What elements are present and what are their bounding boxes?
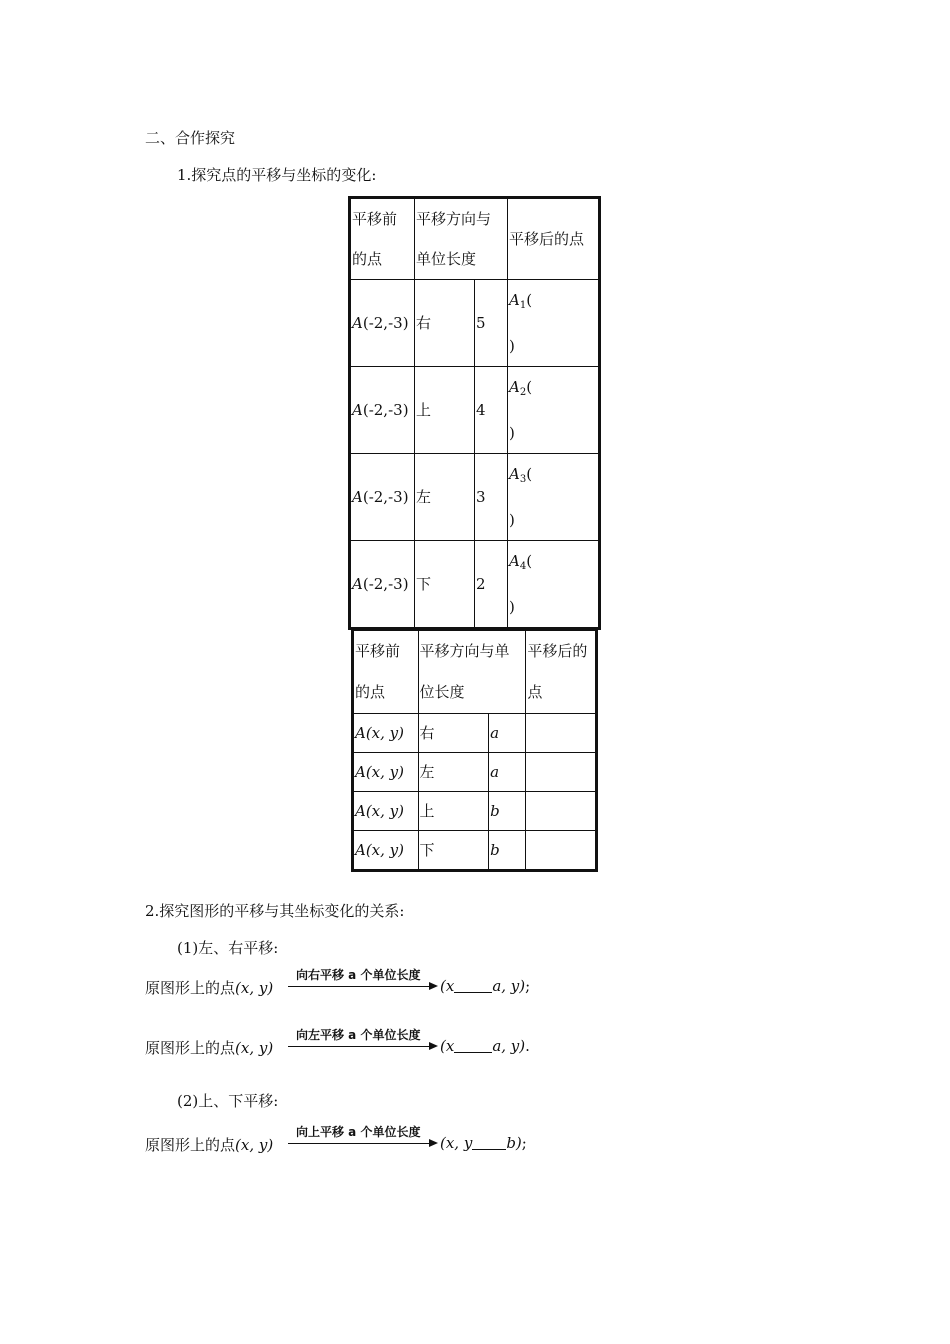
cell-units: 2 (475, 541, 508, 629)
table-row (353, 831, 597, 871)
cell-direction: 左 (418, 753, 489, 792)
cell-result: $A_3$( ) (508, 454, 600, 541)
table-row (350, 280, 600, 367)
cell-direction: 右 (418, 714, 489, 753)
question-2-heading: 2.探究图形的平移与其坐标变化的关系: (145, 902, 405, 920)
cell-point: A(x, y) (353, 753, 419, 792)
part-2-heading: (2)上、下平移: (177, 1092, 279, 1110)
translation-table-general (351, 628, 598, 872)
header-direction: 平移方向与 单位长度 (415, 198, 508, 280)
table-row (350, 367, 600, 454)
cell-result[interactable] (526, 753, 597, 792)
arrow-right-icon (429, 982, 438, 990)
cell-result[interactable] (526, 792, 597, 831)
arrow-right-icon (429, 1042, 438, 1050)
translation-table-numeric (348, 196, 601, 630)
cell-units: a (489, 753, 526, 792)
rule-arrow (288, 1026, 438, 1050)
rule-point: (x, y) (235, 1136, 274, 1154)
arrow-label: 向右平移 a 个单位长度 (296, 968, 421, 982)
cell-direction: 下 (418, 831, 489, 871)
arrow-label: 向左平移 a 个单位长度 (296, 1028, 421, 1042)
cell-result: $A_4$( ) (508, 541, 600, 629)
answer-blank[interactable] (454, 1038, 492, 1053)
translation-rule (145, 1037, 273, 1058)
cell-point: A(x, y) (353, 831, 419, 871)
question-1-heading: 1.探究点的平移与坐标的变化: (177, 166, 377, 184)
cell-units: 5 (475, 280, 508, 367)
table-header-row (350, 198, 600, 280)
cell-result: $A_2$( ) (508, 367, 600, 454)
part-1-heading: (1)左、右平移: (177, 939, 279, 957)
table-row (350, 541, 600, 629)
cell-units: a (489, 714, 526, 753)
rule-arrow (288, 966, 438, 990)
rule-result: (x a, y). (440, 1037, 530, 1055)
arrow-label: 向上平移 a 个单位长度 (296, 1125, 421, 1139)
cell-result[interactable] (526, 714, 597, 753)
rule-result: (x, y b); (440, 1134, 527, 1152)
cell-direction: 上 (415, 367, 475, 454)
table-row (353, 792, 597, 831)
header-before: 平移前 的点 (350, 198, 415, 280)
header-after: 平移后的 点 (526, 630, 597, 714)
table-header-row (353, 630, 597, 714)
cell-point: A(-2,-3) (350, 454, 415, 541)
rule-point: (x, y) (235, 979, 274, 997)
cell-direction: 下 (415, 541, 475, 629)
cell-point: A(-2,-3) (350, 541, 415, 629)
cell-point: A(x, y) (353, 714, 419, 753)
rule-point: (x, y) (235, 1039, 274, 1057)
cell-point: A(-2,-3) (350, 280, 415, 367)
table-row (353, 714, 597, 753)
cell-result: $A_1$( ) (508, 280, 600, 367)
cell-direction: 上 (418, 792, 489, 831)
section-heading: 二、合作探究 (145, 129, 236, 147)
table-row (353, 753, 597, 792)
translation-rule (145, 977, 273, 998)
header-before: 平移前 的点 (353, 630, 419, 714)
arrow-right-icon (429, 1139, 438, 1147)
cell-direction: 左 (415, 454, 475, 541)
cell-units: b (489, 792, 526, 831)
rule-result: (x a, y); (440, 977, 531, 995)
header-after: 平移后的点 (508, 198, 600, 280)
rule-prefix: 原图形上的点 (145, 979, 236, 997)
rule-prefix: 原图形上的点 (145, 1039, 236, 1057)
cell-units: 3 (475, 454, 508, 541)
answer-blank[interactable] (472, 1135, 506, 1150)
cell-result[interactable] (526, 831, 597, 871)
cell-direction: 右 (415, 280, 475, 367)
header-direction: 平移方向与单 位长度 (418, 630, 526, 714)
table-row (350, 454, 600, 541)
answer-blank[interactable] (454, 978, 492, 993)
cell-units: b (489, 831, 526, 871)
cell-units: 4 (475, 367, 508, 454)
cell-point: A(x, y) (353, 792, 419, 831)
cell-point: A(-2,-3) (350, 367, 415, 454)
translation-rule (145, 1134, 273, 1155)
rule-prefix: 原图形上的点 (145, 1136, 236, 1154)
rule-arrow (288, 1123, 438, 1147)
